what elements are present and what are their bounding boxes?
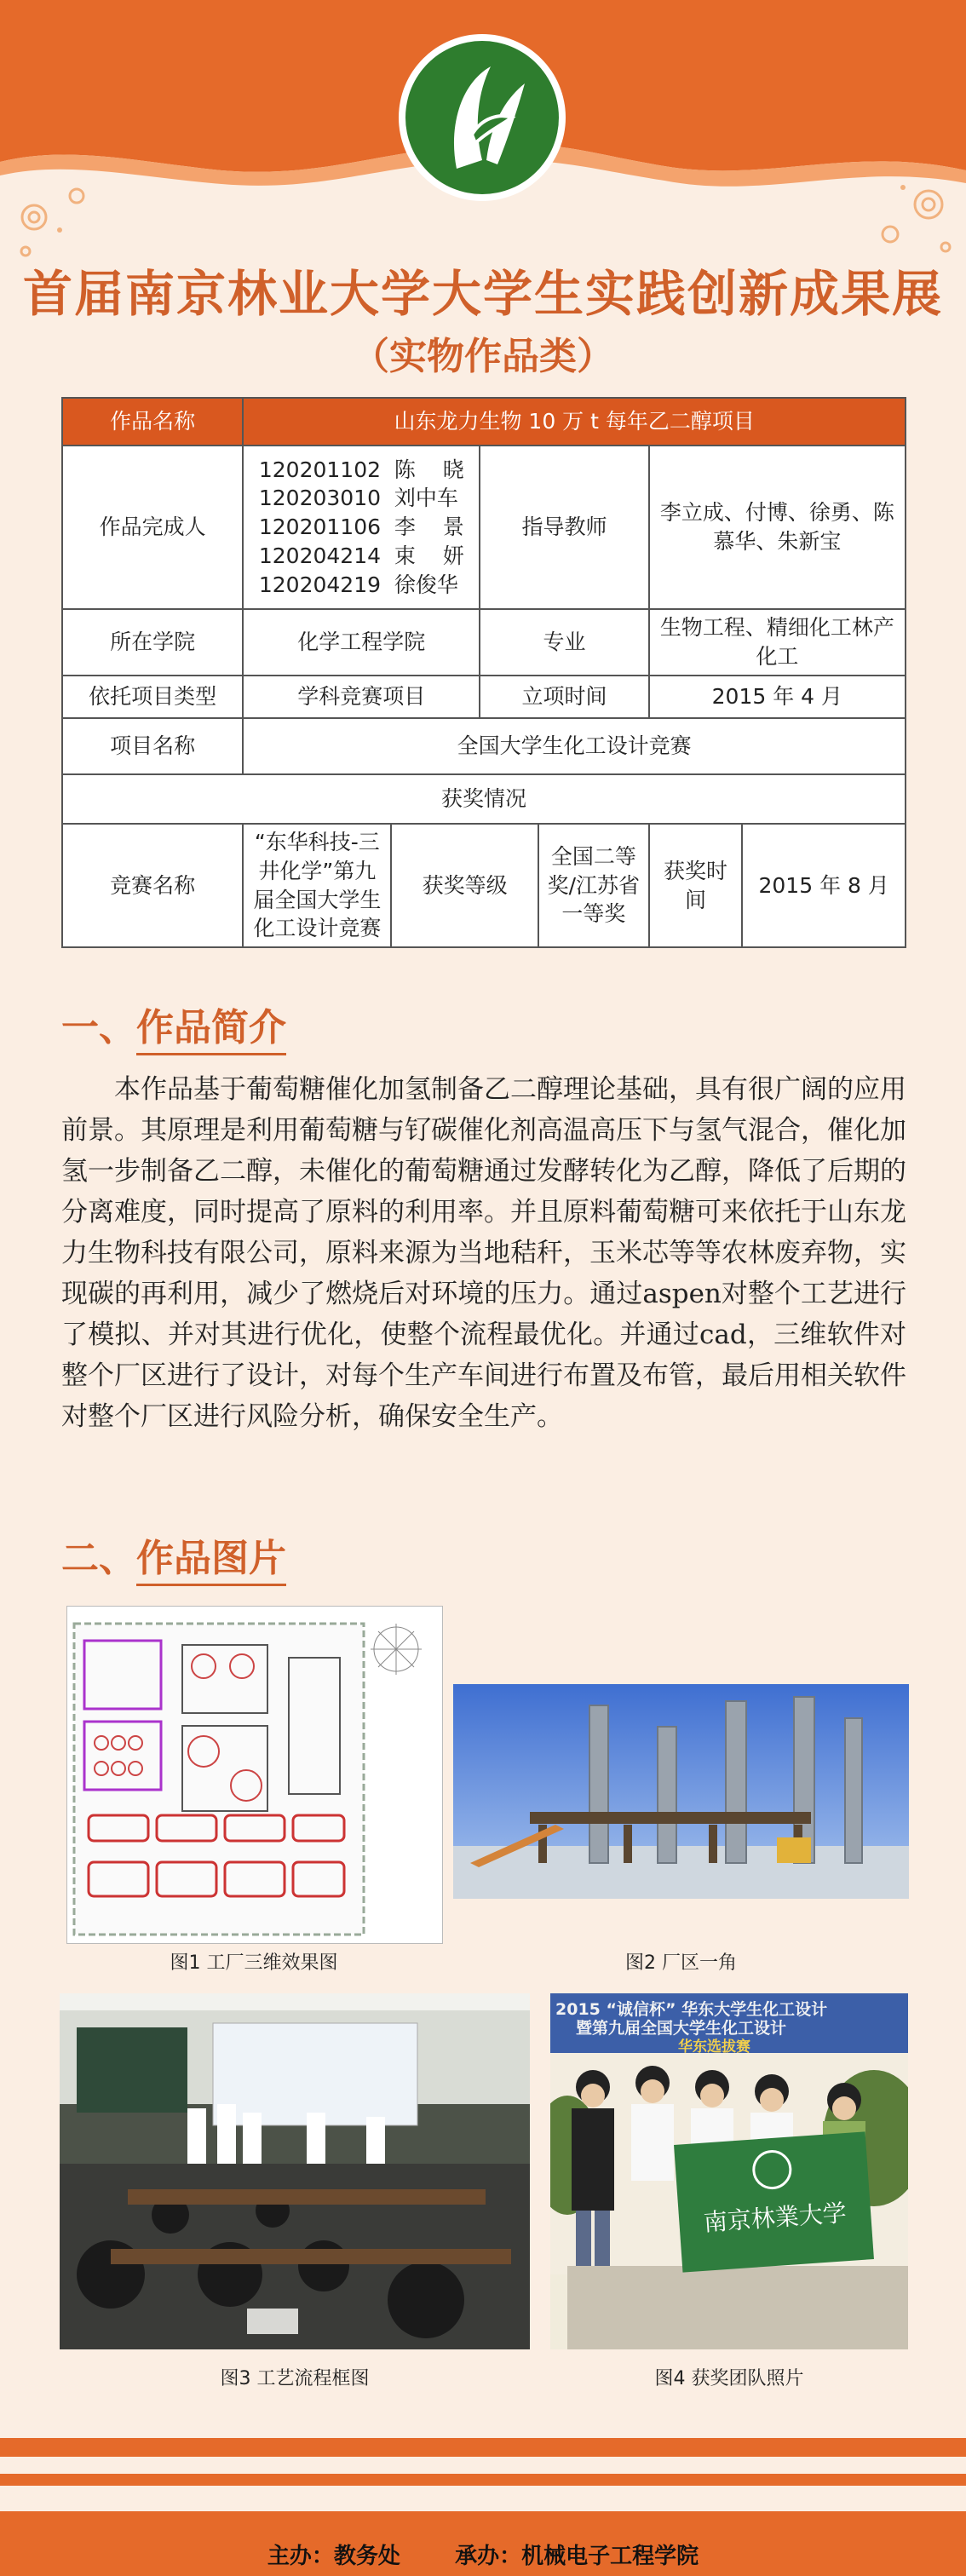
major-value: 生物工程、精细化工林产化工 [649,609,906,676]
start-time-label: 立项时间 [480,676,648,718]
presentation-photo [60,1993,530,2349]
college-label: 所在学院 [62,609,243,676]
section-intro-number: 一、 [61,1006,136,1049]
footer-credits [0,2539,966,2570]
section-intro-title: 作品简介 [136,1006,286,1055]
team-members: 120201102 陈 晓 120203010 刘中车 120201106 李 景 120204214 束 妍 120204219 徐俊华 [258,457,464,597]
section-intro-heading [61,997,286,1051]
completer-label: 作品完成人 [62,446,243,609]
host-value: 教务处 [333,2544,400,2569]
team-photo-banner-line3: 华东选拔赛 [678,2038,750,2056]
section-images-title: 作品图片 [136,1537,286,1586]
college-value: 化学工程学院 [243,609,480,676]
project-name-label: 项目名称 [62,718,243,774]
work-name-label: 作品名称 [62,398,243,446]
flag-text: 南京林業大学 [702,2199,848,2237]
section-images-number: 二、 [61,1537,136,1580]
award-time-label: 获奖时间 [649,824,743,947]
competition-label: 竞赛名称 [62,824,243,947]
team-photo-banner-line1: 2015 “诚信杯” 华东大学生化工设计 [555,2000,828,2019]
footer-band-top [0,2438,966,2457]
figure-3-caption: 图3 工艺流程框图 [220,2368,370,2389]
start-time-value: 2015 年 4 月 [649,676,906,718]
organizer-label: 承办： [455,2544,522,2569]
project-name-value: 全国大学生化工设计竞赛 [243,718,906,774]
section-images-heading [61,1527,286,1582]
team-photo [550,1993,908,2349]
awards-header: 获奖情况 [62,774,906,824]
figure-4-caption: 图4 获奖团队照片 [654,2368,804,2389]
figure-2-caption: 图2 厂区一角 [625,1952,737,1974]
figure-1-caption: 图1 工厂三维效果图 [170,1952,338,1974]
award-time-value: 2015 年 8 月 [742,824,906,947]
intro-paragraph: 本作品基于葡萄糖催化加氢制备乙二醇理论基础，具有很广阔的应用前景。其原理是利用葡萄糖与钌碳催化剂高温高压下与氢气混合，催化加氢一步制备乙二醇，未催化的葡萄糖通过发酵转化为乙醇，降低了后期的分离难度，同时提高了原料的利用率。并且原料葡萄糖可来依托于山东龙力生物科技有限公司，原料来源为当地秸秆，玉米芯等等农林废弃物，实现碳的再利用，减少了燃烧后对环境的压力。通过aspen对整个工艺进行了模拟、并对其进行优化，使整个流程最优化。并通过cad，三维软件对整个厂区进行了设计，对每个生产车间进行布置及布管，最后用相关软件对整个厂区进行风险分析，确保安全生产。 [61,1074,906,1432]
footer-band-middle [0,2474,966,2486]
project-type-label: 依托项目类型 [62,676,243,718]
university-logo [397,32,567,203]
host-label: 主办： [267,2544,334,2569]
work-name-value: 山东龙力生物 10 万 t 每年乙二醇项目 [243,398,906,446]
organizer-value: 机械电子工程学院 [521,2544,699,2569]
project-info-table [61,397,906,948]
page-subtitle: （实物作品类） [352,335,614,378]
major-label: 专业 [480,609,648,676]
advisor-names: 李立成、付博、徐勇、陈慕华、朱新宝 [649,446,906,609]
team-photo-banner-line2: 暨第九届全国大学生化工设计 [576,2019,787,2038]
award-level-value: 全国二等奖/江苏省一等奖 [538,824,649,947]
project-type-value: 学科竞赛项目 [243,676,480,718]
page-title: 首届南京林业大学大学生实践创新成果展 [22,265,943,323]
flag-emblem [751,2149,793,2191]
advisor-label: 指导教师 [480,446,648,609]
team-flag [674,2131,874,2272]
plant-layout-image [66,1606,443,1944]
competition-value: “东华科技-三井化学”第九届全国大学生化工设计竞赛 [243,824,391,947]
award-level-label: 获奖等级 [391,824,538,947]
plant-corner-image [453,1684,909,1899]
